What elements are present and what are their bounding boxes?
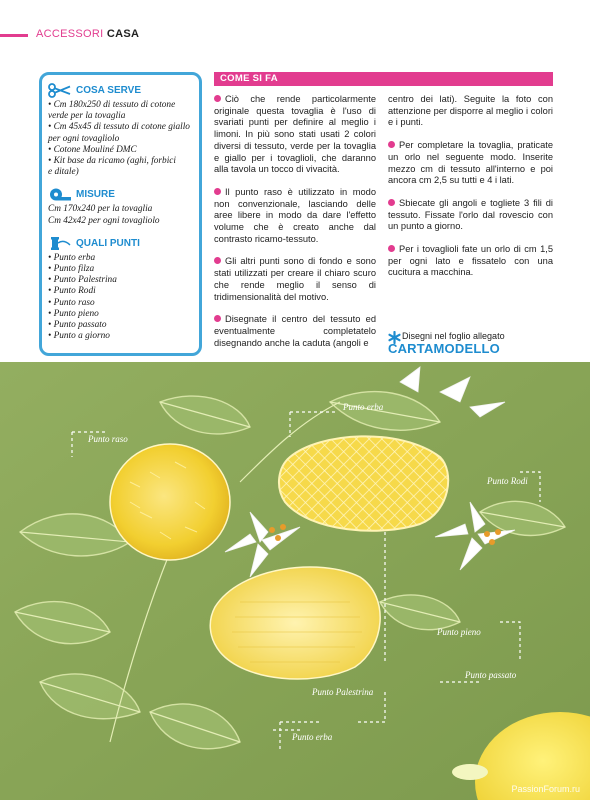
label-punto-passato: Punto passato (465, 670, 517, 680)
bullet-icon (388, 245, 395, 252)
thread-spool-icon (48, 236, 72, 251)
header-title (36, 28, 139, 40)
instruction-paragraph-continued: centro dei lati). Seguite la foto con attenzione per disporre al meglio i colori e i punti. (388, 94, 553, 128)
list-item: • Punto Rodi (48, 286, 96, 297)
bullet-icon (214, 257, 221, 264)
list-item: • Cotone Mouliné DMC (48, 144, 137, 155)
come-si-fa-heading: COME SI FA (214, 72, 553, 86)
instruction-paragraph: Il punto raso è utilizzato in modo non convenzionale, lasciando delle aree libere in modo da dare l'effetto volume che è creato anche dal contrasto ricamo-tessuto. (214, 186, 376, 244)
list-item: Cm 170x240 per la tovaglia (48, 204, 153, 215)
instruction-paragraph: Ciò che rende particolarmente originale questa tovaglia è l'uso di svariati punti per definire al meglio i limoni. In più sono stati usati 2 colori diversi di tessuto, verde per la tovaglia e giallo per i tovaglioli, che daranno alla tavola un tocco di vivacità. (214, 94, 376, 175)
label-punto-raso: Punto raso (88, 434, 128, 444)
pattern-sheet-title: CARTAMODELLO (388, 341, 500, 356)
page-header (0, 28, 590, 44)
list-item: • Punto filza (48, 264, 95, 275)
instructions-column-1 (214, 94, 376, 360)
asterisk-icon (388, 331, 401, 349)
list-item: • Punto passato (48, 320, 107, 331)
label-punto-palestrina: Punto Palestrina (312, 687, 374, 697)
header-section: ACCESSORI (36, 28, 104, 40)
instructions-column-2 (388, 94, 553, 290)
quali-punti-list (48, 253, 193, 343)
scissors-icon (48, 83, 72, 98)
bullet-icon (214, 95, 221, 102)
quali-punti-title: QUALI PUNTI (76, 237, 140, 249)
cosa-serve-heading (48, 82, 193, 99)
instruction-paragraph: Sbiecate gli angoli e togliete 3 fili di tessuto. Fissate l'orlo dal rovescio con un punto a giorno. (388, 197, 553, 232)
embroidery-photo (0, 362, 590, 800)
list-item: verde per la tovaglia (48, 111, 126, 122)
header-accent-bar (0, 34, 28, 37)
instruction-paragraph: Per completare la tovaglia, praticate un orlo nel seguente modo. Inserite mezzo cm di tessuto all'interno e poi ancora cm 2,5 su tutti e 4 i lati. (388, 140, 553, 186)
list-item: • Kit base da ricamo (aghi, forbici (48, 156, 176, 167)
misure-heading (48, 186, 193, 203)
list-item: • Punto pieno (48, 308, 99, 319)
pattern-sheet-note (388, 331, 558, 356)
quali-punti-heading (48, 235, 193, 252)
list-item: • Punto a giorno (48, 331, 110, 342)
list-item: • Cm 45x45 di tessuto di cotone giallo (48, 122, 190, 133)
label-punto-erba-top: Punto erba (343, 402, 384, 412)
misure-title: MISURE (76, 189, 115, 201)
instruction-paragraph: Per i tovaglioli fate un orlo di cm 1,5 per ogni lato e fissatelo con una cucitura a macchina. (388, 244, 553, 278)
misure-list (48, 204, 193, 226)
pattern-sheet-subtitle: Disegni nel foglio allegato (402, 331, 505, 341)
list-item: • Punto raso (48, 297, 95, 308)
list-item: Cm 42x42 per ogni tovagliolo (48, 215, 160, 226)
materials-box (39, 72, 202, 356)
cosa-serve-list (48, 100, 193, 178)
list-item: e ditale) (48, 167, 79, 178)
label-punto-erba-bottom: Punto erba (292, 732, 333, 742)
list-item: per ogni tovagliolo (48, 133, 120, 144)
list-item: • Cm 180x250 di tessuto di cotone (48, 100, 176, 110)
label-punto-rodi: Punto Rodi (487, 476, 528, 486)
instruction-paragraph: Disegnate il centro del tessuto ed eventualmente completatelo disegnando anche la caduta (angoli e (214, 314, 376, 348)
list-item: • Punto Palestrina (48, 275, 117, 286)
watermark-credit: PassionForum.ru (511, 784, 580, 794)
cosa-serve-title: COSA SERVE (76, 85, 142, 96)
bullet-icon (214, 315, 221, 322)
header-subsection: CASA (106, 28, 140, 40)
instruction-paragraph: Gli altri punti sono di fondo e sono stati utilizzati per creare il chiaro scuro che rende meglio il senso di tridimensionalità del motivo. (214, 256, 376, 302)
bullet-icon (214, 188, 221, 195)
tape-measure-icon (48, 187, 72, 202)
label-punto-pieno: Punto pieno (437, 627, 481, 637)
bullet-icon (388, 199, 395, 206)
bullet-icon (388, 141, 395, 148)
list-item: • Punto erba (48, 252, 96, 263)
